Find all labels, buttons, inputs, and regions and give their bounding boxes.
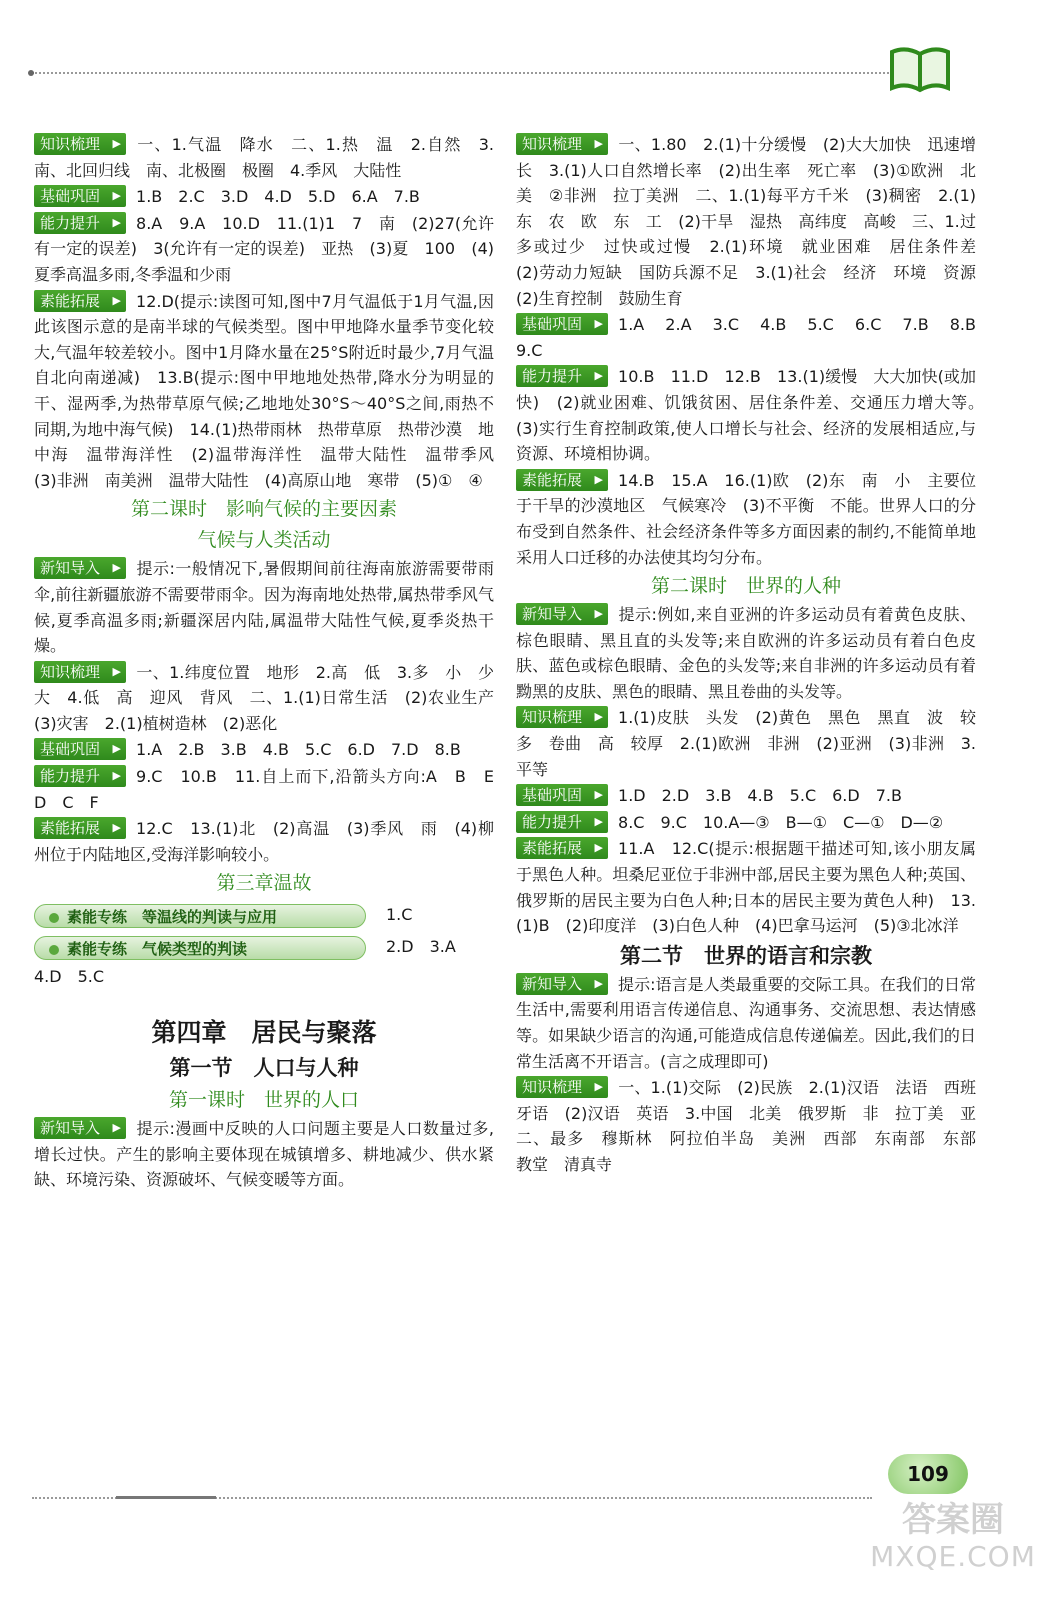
- answer-entry: [516, 836, 976, 938]
- answer-text: 提示:漫画中反映的人口问题主要是人口数量过多,增长过快。产生的影响主要体现在城镇增多、耕地减少、供水紧缺、环境污染、资源破坏、气候变暖等方面。: [34, 1119, 494, 1190]
- section-tag-label: 新知导入 ▶: [34, 1117, 126, 1139]
- lesson-heading: 第二课时 影响气候的主要因素: [130, 498, 397, 521]
- section-tag-label: 新知导入 ▶: [516, 603, 608, 625]
- left-column: [34, 132, 511, 1194]
- section-tag-label: 基础巩固 ▶: [34, 185, 126, 207]
- lesson-heading: 气候与人类活动: [197, 529, 331, 552]
- section-tag-label: 基础巩固 ▶: [516, 313, 608, 335]
- section-tag-label: 知识梳理 ▶: [34, 661, 126, 683]
- book-icon: [888, 44, 952, 94]
- answer-entry: [516, 312, 993, 363]
- section-tag-label: 知识梳理 ▶: [516, 706, 608, 728]
- section-tag-label: 素能拓展 ▶: [516, 469, 608, 491]
- answer-entry: [516, 132, 993, 311]
- section-tag-label: 基础巩固 ▶: [516, 784, 608, 806]
- section-tag-label: 知识梳理 ▶: [516, 1076, 608, 1098]
- answer-text: 1.B 2.C 3.D 4.D 5.D 6.A 7.B: [136, 187, 420, 207]
- lesson-heading: 第三章温故: [216, 872, 312, 895]
- answer-text: 一、1.气温 降水 二、1.热 温 2.自然 3.南、北回归线 南、北极圈 极圈 4.季风 大陆性: [34, 135, 494, 180]
- section-tag-label: 能力提升 ▶: [516, 811, 608, 833]
- practice-banner: 素能专练 气候类型的判读: [34, 936, 366, 960]
- answer-text: 8.C 9.C 10.A—③ B—① C—① D—②: [618, 812, 944, 832]
- answer-text: 一、1.80 2.(1)十分缓慢 (2)大大加快 迅速增长 3.(1)人口自然增长率 (2)出生率 死亡率 (3)①欧洲 北美 ②非洲 拉丁美洲 二、1.(1)每平方千米 (3)稠密 2.(1)东 农 欧 东 工 (2)干旱 湿热 高纬度 高峻 三、1.过多或过少 过快或过慢 2.(1)环境 就业困难 居住条件差 (2)劳动力短缺 国防兵源不足 3.(1)社会 经济 环境 资源 (2)生育控制 鼓励生育: [516, 135, 993, 308]
- answer-text: 提示:一般情况下,暑假期间前往海南旅游需要带雨伞,前往新疆旅游不需要带雨伞。因为海南地处热带,属热带季风气候,夏季高温多雨;新疆深居内陆,属温带大陆性气候,夏季炎热干燥。: [34, 559, 494, 656]
- section-tag-label: 素能拓展 ▶: [34, 817, 126, 839]
- section-tag-label: 素能拓展 ▶: [516, 837, 608, 859]
- section-tag-label: 素能拓展 ▶: [34, 290, 126, 312]
- answer-entry: [34, 737, 494, 763]
- answer-entry: [34, 1116, 494, 1193]
- answer-text: 4.D 5.C: [34, 967, 105, 987]
- section-tag-label: 能力提升 ▶: [34, 212, 126, 234]
- bottom-dotted-rule: [32, 1497, 872, 1499]
- page-number: 109: [888, 1454, 968, 1494]
- answer-text: 14.B 15.A 16.(1)欧 (2)东 南 小 主要位于干旱的沙漠地区 气候寒冷 (3)不平衡 不能。世界人口的分布受到自然条件、社会经济条件等多方面因素的制约,不能简单地采用人口迁移的办法使其均匀分布。: [516, 470, 976, 567]
- answer-entry: [516, 602, 976, 704]
- answer-text: 1.D 2.D 3.B 4.B 5.C 6.D 7.B: [618, 786, 902, 806]
- answer-entry: [34, 816, 494, 867]
- section-tag-label: 新知导入 ▶: [516, 973, 608, 995]
- answer-text: 1.(1)皮肤 头发 (2)黄色 黑色 黑直 波 较多 卷曲 高 较厚 2.(1)欧洲 非洲 (2)亚洲 (3)非洲 3.平等: [516, 708, 976, 779]
- answer-text: 12.C 13.(1)北 (2)高温 (3)季风 雨 (4)柳州位于内陆地区,受海洋影响较小。: [34, 819, 494, 864]
- lesson-heading: 第一课时 世界的人口: [168, 1089, 359, 1112]
- answer-text: 10.B 11.D 12.B 13.(1)缓慢 大大加快(或加快) (2)就业困难、饥饿贫困、居住条件差、交通压力增大等。 (3)实行生育控制政策,使人口增长与社会、经济的发展相适应,与资源、环境相协调。: [516, 367, 993, 464]
- answer-entry: [34, 556, 494, 658]
- answer-entry: [516, 364, 993, 466]
- section-tag-label: 知识梳理 ▶: [516, 133, 608, 155]
- answer-entry: [516, 810, 976, 836]
- answer-entry: [516, 783, 976, 809]
- answer-entry: [34, 289, 511, 494]
- answer-text: 8.A 9.A 10.D 11.(1)1 7 南 (2)27(允许有一定的误差) 3(允许有一定的误差) 亚热 (3)夏 100 (4)夏季高温多雨,冬季温和少雨: [34, 213, 494, 284]
- answer-text: 12.D(提示:读图可知,图中7月气温低于1月气温,因此该图示意的是南半球的气候类型。图中甲地降水量季节变化较大,气温年较差较小。图中1月降水量在25°S附近时最少,7月气温自北向南递减) 13.B(提示:图中甲地地处热带,降水分为明显的干、湿两季,为热带草原气候;乙地地处30°S～40°S之间,雨热不同期,为地中海气候) 14.(1)热带雨林 热带草原 热带沙漠 地中海 温带海洋性 (2)温带海洋性 温带大陆性 温带季风 (3)非洲 南美洲 温带大陆性 (4)高原山地 寒带 (5)① ④: [34, 291, 511, 490]
- answer-entry: [516, 468, 976, 570]
- answer-text: 2.D 3.A: [386, 937, 456, 957]
- answer-text: 提示:例如,来自亚洲的许多运动员有着黄色皮肤、棕色眼睛、黑且直的头发等;来自欧洲的许多运动员有着白色皮肤、蓝色或棕色眼睛、金色的头发等;来自非洲的许多运动员有着黝黑的皮肤、黑色的眼睛、黑且卷曲的头发等。: [516, 605, 976, 701]
- section-tag-label: 能力提升 ▶: [34, 765, 126, 787]
- practice-row: [34, 900, 494, 930]
- section-title: 第二节 世界的语言和宗教: [620, 943, 872, 968]
- watermark-logo: 答案圈: [902, 1500, 1004, 1540]
- answer-text: 1.A 2.A 3.C 4.B 5.C 6.C 7.B 8.B 9.C: [516, 315, 993, 360]
- answer-entry: [516, 972, 976, 1074]
- lesson-heading: 第二课时 世界的人种: [650, 575, 841, 598]
- section-tag-label: 能力提升 ▶: [516, 365, 608, 387]
- answer-entry: [34, 660, 511, 737]
- chapter-title: 第四章 居民与聚落: [151, 1018, 377, 1048]
- answer-entry: [34, 211, 494, 288]
- section-tag-label: 新知导入 ▶: [34, 557, 126, 579]
- section-tag-label: 知识梳理 ▶: [34, 133, 126, 155]
- watermark-site: MXQE.COM: [870, 1540, 1036, 1573]
- answer-text: 一、1.(1)交际 (2)民族 2.(1)汉语 法语 西班牙语 (2)汉语 英语 3.中国 北美 俄罗斯 非 拉丁美 亚 二、最多 穆斯林 阿拉伯半岛 美洲 西部 东南部 东部 教堂 清真寺: [516, 1078, 993, 1174]
- top-dotted-rule: [32, 72, 892, 74]
- practice-banner: 素能专练 等温线的判读与应用: [34, 904, 366, 928]
- answer-text: 11.A 12.C(提示:根据题干描述可知,该小朋友属于黑色人种。坦桑尼亚位于非洲中部,居民主要为黑色人种;英国、俄罗斯的居民主要为白色人种;日本的居民主要为黄色人种) 13.(1)B (2)印度洋 (3)白色人种 (4)巴拿马运河 (5)③北冰洋: [516, 839, 976, 936]
- answer-text: 1.A 2.B 3.B 4.B 5.C 6.D 7.D 8.B: [136, 740, 461, 760]
- right-column: [516, 132, 993, 1179]
- answer-text: 提示:语言是人类最重要的交际工具。在我们的日常生活中,需要利用语言传递信息、沟通事务、交流思想、表达情感等。如果缺少语言的沟通,可能造成信息传递偏差。因此,我们的日常生活离不开语言。(言之成理即可): [516, 974, 976, 1071]
- answer-text: 一、1.纬度位置 地形 2.高 低 3.多 小 少 大 4.低 高 迎风 背风 二、1.(1)日常生活 (2)农业生产 (3)灾害 2.(1)植树造林 (2)恶化: [34, 662, 511, 733]
- answer-text: 9.C 10.B 11.自上而下,沿箭头方向:A B E D C F: [34, 767, 511, 812]
- answer-text: 1.C: [386, 905, 413, 925]
- practice-row: [34, 932, 494, 962]
- section-tag-label: 基础巩固 ▶: [34, 738, 126, 760]
- answer-entry: [34, 132, 494, 183]
- answer-entry: [516, 705, 976, 782]
- answer-entry: [516, 1075, 993, 1177]
- answer-entry: [34, 764, 511, 815]
- answer-entry: [34, 184, 494, 210]
- section-title: 第一节 人口与人种: [169, 1056, 359, 1081]
